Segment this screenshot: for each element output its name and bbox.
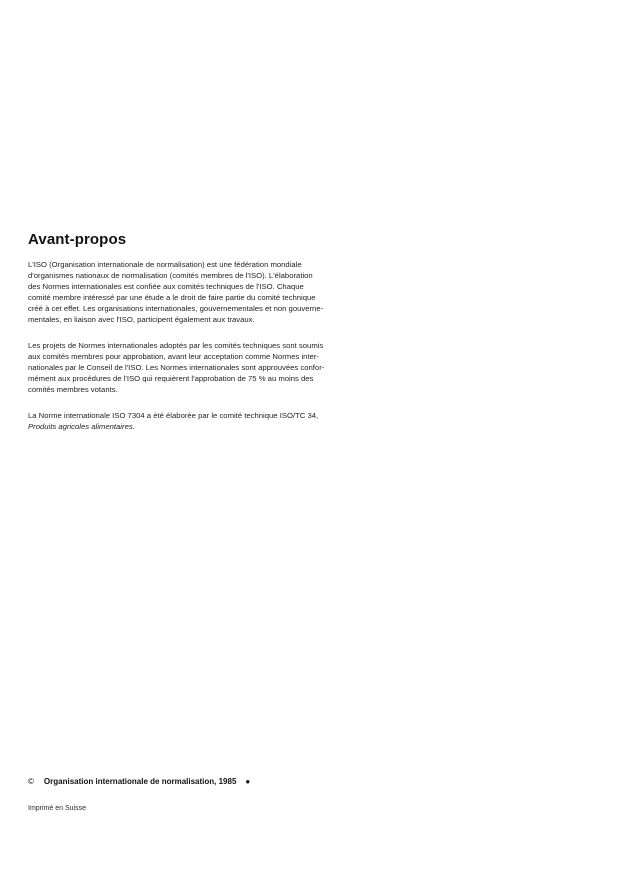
paragraph-line: aux comités membres pour approbation, avant leur acceptation comme Normes inter- (28, 352, 319, 362)
paragraph-iso-intro (28, 259, 372, 326)
paragraph-line: mément aux procédures de l'ISO qui requièrent l'approbation de 75 % au moins des (28, 374, 314, 384)
paragraph-line: comités membres votants. (28, 385, 118, 395)
paragraph-line: Les projets de Normes internationales adoptés par les comités techniques sont soumis (28, 341, 324, 350)
bullet-icon: ● (245, 777, 251, 786)
printed-in-label: Imprimé en Suisse (28, 805, 86, 812)
section-heading: Avant-propos (28, 231, 127, 248)
paragraph-line: La Norme internationale ISO 7304 a été élaborée par le comité technique ISO/TC 34, (28, 411, 319, 420)
paragraph-approval-process (28, 340, 372, 395)
paragraph-line: mentales, en liaison avec l'ISO, participent également aux travaux. (28, 315, 255, 325)
copyright-icon: © (28, 777, 34, 786)
copyright-line (28, 777, 250, 786)
paragraph-line: créé à cet effet. Les organisations internationales, gouvernementales et non gouverne- (28, 304, 324, 314)
copyright-text: Organisation internationale de normalisation, 1985 (43, 777, 237, 786)
paragraph-line: L'ISO (Organisation internationale de normalisation) est une fédération mondiale (28, 260, 302, 269)
paragraph-standard-origin (28, 410, 372, 432)
paragraph-line: comité membre intéressé par une étude a le droit de faire partie du comité technique (28, 293, 316, 303)
paragraph-line: nationales par le Conseil de l'ISO. Les Normes internationales sont approuvées confor- (28, 363, 325, 373)
paragraph-line: des Normes internationales est confiée aux comités techniques de l'ISO. Chaque (28, 282, 304, 292)
paragraph-line: d'organismes nationaux de normalisation (comités membres de l'ISO). L'élaboration (28, 271, 313, 281)
committee-title: Produits agricoles alimentaires. (28, 422, 135, 432)
